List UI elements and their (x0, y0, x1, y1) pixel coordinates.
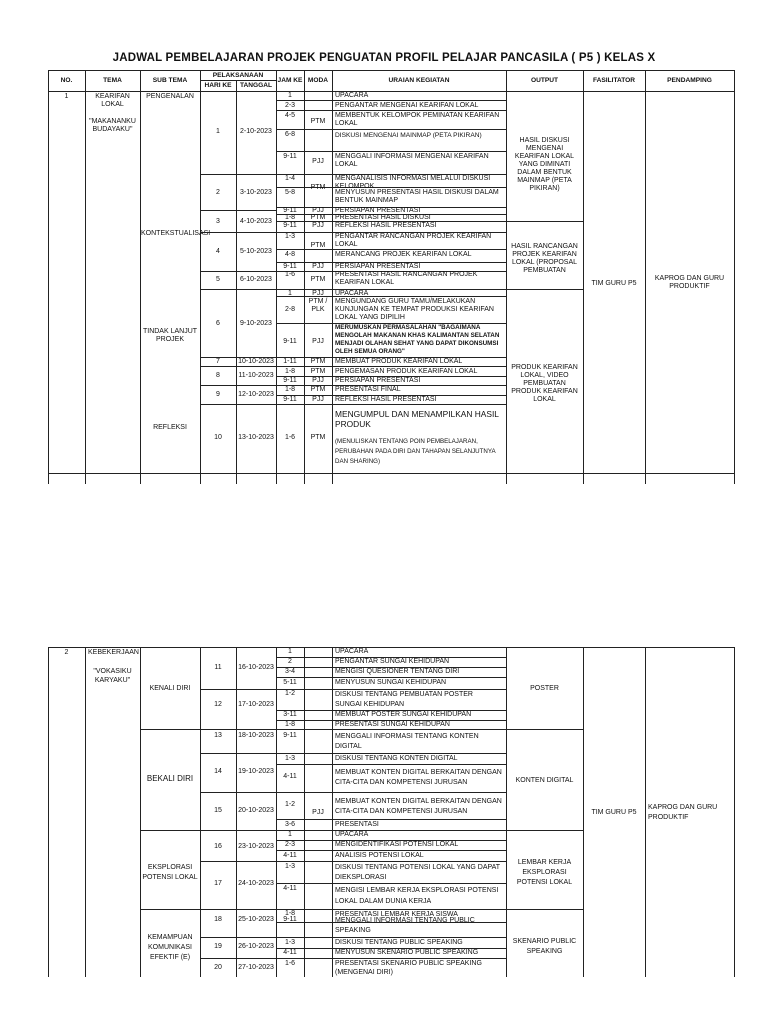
activity: ANALISIS POTENSI LOKAL (335, 852, 424, 859)
day-date: 11-10-2023 (238, 372, 274, 379)
day-date: 27-10-2023 (238, 964, 274, 971)
jam-ke: 9-11 (283, 732, 297, 739)
activity: MENGGALI INFORMASI TENTANG KONTEN DIGITAL (335, 733, 479, 750)
output: POSTER (530, 685, 559, 692)
subtema-pengenalan: PENGENALAN (146, 93, 194, 100)
day-date: 23-10-2023 (238, 843, 274, 850)
jam-ke: 3-4 (284, 668, 296, 675)
moda: PTM (310, 276, 326, 283)
activity: MENGGALI INFORMASI MENGENAI KEARIFAN LOKAL (335, 153, 489, 168)
activity: PRESENTASI LEMBAR KERJA SISWA (335, 911, 458, 918)
jam-ke: 5-11 (283, 679, 297, 686)
header-hari-ke: HARI KE (204, 82, 232, 89)
activity: MENGISI LEMBAR KERJA EKSPLORASI POTENSI LOKAL DALAM DUNIA KERJA (335, 887, 499, 905)
jam-ke: 1-11 (283, 358, 297, 365)
moda: PTM (310, 368, 326, 375)
output: HASIL DISKUSI MENGENAI KEARIFAN LOKAL YANG DIMINATI DALAM BENTUK MAINMAP (PETA PIKIRAN) (514, 137, 575, 192)
row-number: 1 (64, 93, 69, 100)
jam-ke: 9-11 (283, 207, 297, 214)
output: HASIL RANCANGAN PROJEK KEARIFAN LOKAL (PROPOSAL PEMBUATAN (511, 243, 578, 274)
activity: MENGIDENTIFIKASI POTENSI LOKAL (335, 841, 459, 848)
subtema-kontekstualisasi: KONTEKSTUALISASI (141, 230, 211, 237)
jam-ke: 1-8 (284, 721, 296, 728)
moda: PTM (310, 386, 326, 393)
day-number: 3 (216, 218, 220, 225)
moda: PJJ (312, 290, 324, 297)
activity: MEMBUAT KONTEN DIGITAL BERKAITAN DENGAN CITA-CITA DAN KOMPETENSI JURUSAN (335, 798, 502, 815)
moda: PJJ (312, 338, 324, 345)
moda: PTM (310, 358, 326, 365)
page-title: JADWAL PEMBELAJARAN PROJEK PENGUATAN PROFIL PELAJAR PANCASILA ( P5 ) KELAS X (112, 52, 656, 64)
jam-ke: 4-8 (284, 251, 296, 258)
jam-ke: 4-11 (283, 852, 297, 859)
day-number: 14 (214, 768, 222, 775)
activity: MENYUSUN SUNGAI KEHIDUPAN (335, 679, 447, 686)
day-date: 18-10-2023 (238, 732, 274, 739)
jam-ke: 1-2 (284, 690, 296, 697)
activity: REFLEKSI HASIL PRESENTASI (335, 222, 437, 229)
jam-ke: 2 (288, 658, 292, 665)
activity: MENGANALISIS INFORMASI MELALUI DISKUSI KELOMPOK (335, 175, 491, 190)
header-subtema: SUB TEMA (152, 77, 188, 84)
moda: PTM / PLK (308, 298, 328, 313)
activity: REFLEKSI HASIL PRESENTASI (335, 396, 437, 403)
day-date: 13-10-2023 (238, 434, 274, 441)
jam-ke: 9-11 (283, 263, 297, 270)
activity: PRESENTASI HASIL DISKUSI (335, 214, 431, 221)
day-date: 5-10-2023 (240, 248, 272, 255)
activity: MENGUMPUL DAN MENAMPILKAN HASIL PRODUK (335, 409, 499, 429)
moda: PJJ (312, 377, 324, 384)
fasilitator: TIM GURU P5 (591, 809, 637, 816)
subtema-kenali-diri: KENALI DIRI (149, 685, 191, 692)
day-number: 17 (214, 880, 222, 887)
subtema-refleksi: REFLEKSI (153, 424, 187, 431)
activity: UPACARA (335, 92, 369, 99)
jam-ke: 1-8 (284, 214, 296, 221)
output: KONTEN DIGITAL (515, 777, 574, 784)
jam-ke: 1-3 (284, 755, 296, 762)
day-date: 12-10-2023 (238, 391, 274, 398)
jam-ke: 1-6 (284, 960, 296, 967)
jam-ke: 1-2 (284, 801, 296, 808)
header-uraian-kegiatan: URAIAN KEGIATAN (388, 77, 450, 84)
activity: MEMBUAT KONTEN DIGITAL BERKAITAN DENGAN CITA-CITA DAN KOMPETENSI JURUSAN (335, 769, 502, 786)
header-jam-ke: JAM KE (277, 77, 303, 84)
header-no: NO. (60, 77, 73, 84)
day-date: 6-10-2023 (240, 276, 272, 283)
jam-ke: 3-6 (284, 821, 296, 828)
day-date: 25-10-2023 (238, 916, 274, 923)
jam-ke: 9-11 (283, 377, 297, 384)
day-date: 9-10-2023 (240, 320, 272, 327)
header-output: OUTPUT (530, 77, 559, 84)
jam-ke: 1 (288, 290, 292, 297)
activity: MEMBUAT POSTER SUNGAI KEHIDUPAN (335, 711, 472, 718)
activity: UPACARA (335, 831, 369, 838)
day-date: 17-10-2023 (238, 701, 274, 708)
day-number: 6 (216, 320, 220, 327)
activity: PENGANTAR SUNGAI KEHIDUPAN (335, 658, 450, 665)
activity: PRESENTASI FINAL (335, 386, 401, 393)
tema-quote: "MAKANANKU BUDAYAKU" (89, 118, 136, 133)
schedule-table-kearifan-lokal (48, 70, 734, 484)
jam-ke: 1-4 (284, 175, 296, 182)
day-number: 7 (216, 358, 220, 365)
day-number: 2 (216, 189, 220, 196)
day-number: 10 (214, 434, 222, 441)
subtema-bekali-diri: BEKALI DIRI (146, 774, 194, 783)
jam-ke: 9-11 (283, 338, 297, 345)
activity: MENGUNDANG GURU TAMU/MELAKUKAN KUNJUNGAN KE TEMPAT PRODUKSI KEARIFAN LOKAL YANG DIPILIH (335, 298, 494, 321)
header-pelaksanaan: PELAKSANAAN (212, 72, 264, 79)
day-date: 3-10-2023 (240, 189, 272, 196)
moda: PJJ (312, 396, 324, 403)
activity: PENGEMASAN PRODUK KEARIFAN LOKAL (335, 368, 478, 375)
jam-ke: 1-8 (284, 910, 296, 917)
jam-ke: 1 (288, 648, 292, 655)
jam-ke: 9-11 (283, 916, 297, 923)
moda: PJJ (312, 207, 324, 214)
jam-ke: 3-11 (283, 711, 297, 718)
output: SKENARIO PUBLIC SPEAKING (512, 938, 577, 955)
jam-ke: 1-6 (284, 434, 296, 441)
subtema-tindak-lanjut: TINDAK LANJUT PROJEK (142, 328, 198, 343)
jam-ke: 4-11 (283, 885, 297, 892)
jam-ke: 4-11 (283, 949, 297, 956)
moda: PJJ (312, 158, 324, 165)
day-number: 11 (214, 664, 222, 671)
activity-note: (MENULISKAN TENTANG POIN PEMBELAJARAN, PERUBAHAN PADA DIRI DAN TAHAPAN SELANJUTNYA DAN SHARING) (335, 438, 496, 465)
activity: DISKUSI TENTANG KONTEN DIGITAL (335, 755, 458, 762)
activity: PERSIAPAN PRESENTASI (335, 377, 421, 384)
activity: PERSIAPAN PRESENTASI (335, 207, 421, 214)
activity: MENGGALI INFORMASI TENTANG PUBLIC SPEAKING (335, 917, 475, 934)
tema-name: KEBEKERJAAN (88, 649, 139, 656)
pendamping: KAPROG DAN GURU PRODUKTIF (648, 804, 718, 821)
jam-ke: 9-11 (283, 153, 297, 160)
day-date: 19-10-2023 (238, 768, 274, 775)
day-number: 15 (214, 807, 222, 814)
jam-ke: 9-11 (283, 222, 297, 229)
moda: PTM (310, 242, 326, 249)
jam-ke: 9-11 (283, 396, 297, 403)
day-number: 16 (214, 843, 222, 850)
moda: PTM (310, 214, 326, 221)
day-date: 20-10-2023 (238, 807, 274, 814)
day-number: 4 (216, 248, 220, 255)
row-number: 2 (64, 649, 69, 656)
jam-ke: 1 (288, 831, 292, 838)
jam-ke: 4-11 (283, 773, 297, 780)
jam-ke: 2-8 (284, 306, 296, 313)
day-number: 12 (214, 701, 222, 708)
header-moda: MODA (307, 77, 329, 84)
day-number: 9 (216, 391, 220, 398)
jam-ke: 1-6 (284, 271, 296, 278)
jam-ke: 5-8 (284, 189, 296, 196)
activity: PRESENTASI (335, 821, 379, 828)
activity: DISKUSI TENTANG PUBLIC SPEAKING (335, 939, 463, 946)
output: LEMBAR KERJA EKSPLORASI POTENSI LOKAL (516, 859, 573, 886)
moda: PJJ (312, 222, 324, 229)
jam-ke: 1-8 (284, 386, 296, 393)
header-tanggal: TANGGAL (239, 82, 273, 89)
jam-ke: 4-5 (284, 112, 296, 119)
jam-ke: 1-8 (284, 368, 296, 375)
jam-ke: 1-3 (284, 939, 296, 946)
day-number: 5 (216, 276, 220, 283)
moda: PJJ (312, 263, 324, 270)
tema-name: KEARIFAN LOKAL (95, 93, 130, 108)
jam-ke: 2-3 (284, 102, 296, 109)
activity: PRESENTASI HASIL RANCANGAN PROJEK KEARIFAN LOKAL (335, 271, 478, 286)
activity: DISKUSI TENTANG POTENSI LOKAL YANG DAPAT DIEKSPLORASI (335, 864, 500, 881)
day-number: 1 (216, 128, 220, 135)
pendamping: KAPROG DAN GURU PRODUKTIF (654, 275, 725, 290)
activity: MERUMUSKAN PERMASALAHAN "BAGAIMANA MENGOLAH MAKANAN KHAS KALIMANTAN SELATAN MENJADI OLAHAN SEHAT YANG DAPAT DIKONSUMSI OLEH SEMUA ORANG" (335, 324, 500, 355)
tema-quote: "VOKASIKU KARYAKU" (93, 668, 132, 684)
day-date: 2-10-2023 (240, 128, 272, 135)
fasilitator: TIM GURU P5 (591, 280, 637, 287)
day-date: 10-10-2023 (238, 358, 274, 365)
activity: UPACARA (335, 648, 369, 655)
activity: DISKUSI TENTANG PEMBUATAN POSTER SUNGAI KEHIDUPAN (335, 691, 473, 708)
moda: PTM (310, 184, 326, 191)
day-date: 16-10-2023 (238, 664, 274, 671)
activity: DISKUSI MENGENAI MAINMAP (PETA PIKIRAN) (335, 132, 482, 139)
header-pendamping: PENDAMPING (667, 77, 712, 84)
activity: UPACARA (335, 290, 369, 297)
subtema-komunikasi-efektif: KEMAMPUAN KOMUNIKASI EFEKTIF (E) (147, 934, 193, 961)
activity: MENYUSUN SKENARIO PUBLIC SPEAKING (335, 949, 479, 956)
jam-ke: 6-8 (284, 131, 296, 138)
day-number: 8 (216, 372, 220, 379)
day-date: 24-10-2023 (238, 880, 274, 887)
day-number: 18 (214, 916, 222, 923)
activity: MEMBENTUK KELOMPOK PEMINATAN KEARIFAN LOKAL (335, 112, 500, 127)
day-date: 4-10-2023 (240, 218, 272, 225)
header-fasilitator: FASILITATOR (592, 77, 636, 84)
activity: MERANCANG PROJEK KEARIFAN LOKAL (335, 251, 472, 258)
jam-ke: 1 (288, 92, 292, 99)
day-date: 26-10-2023 (238, 943, 274, 950)
activity: PENGANTAR MENGENAI KEARIFAN LOKAL (335, 102, 479, 109)
jam-ke: 1-3 (284, 233, 296, 240)
activity: PENGANTAR RANCANGAN PROJEK KEARIFAN LOKAL (335, 233, 492, 248)
jam-ke: 2-3 (284, 841, 296, 848)
jam-ke: 1-3 (284, 863, 296, 870)
moda: PTM (310, 118, 326, 125)
day-number: 19 (214, 943, 222, 950)
activity: MEMBUAT PRODUK KEARIFAN LOKAL (335, 358, 463, 365)
output: PRODUK KEARIFAN LOKAL, VIDEO PEMBUATAN PRODUK KEARIFAN LOKAL (511, 364, 578, 403)
activity: PRESENTASI SKENARIO PUBLIC SPEAKING (MENGENAI DIRI) (335, 960, 482, 976)
schedule-table-kebekerjaan (48, 647, 734, 977)
header-tema: TEMA (103, 77, 122, 84)
activity: PRESENTASI SUNGAI KEHIDUPAN (335, 721, 450, 728)
day-number: 20 (214, 964, 222, 971)
day-number: 13 (214, 732, 222, 739)
activity: MENYUSUN PRESENTASI HASIL DISKUSI DALAM BENTUK MAINMAP (335, 189, 499, 204)
activity: MENGISI QUESIONER TENTANG DIRI (335, 668, 460, 675)
subtema-eksplorasi-potensi: EKSPLORASI POTENSI LOKAL (142, 864, 198, 881)
moda: PTM (310, 434, 326, 441)
activity: PERSIAPAN PRESENTASI (335, 263, 421, 270)
moda: PJJ (312, 809, 324, 816)
